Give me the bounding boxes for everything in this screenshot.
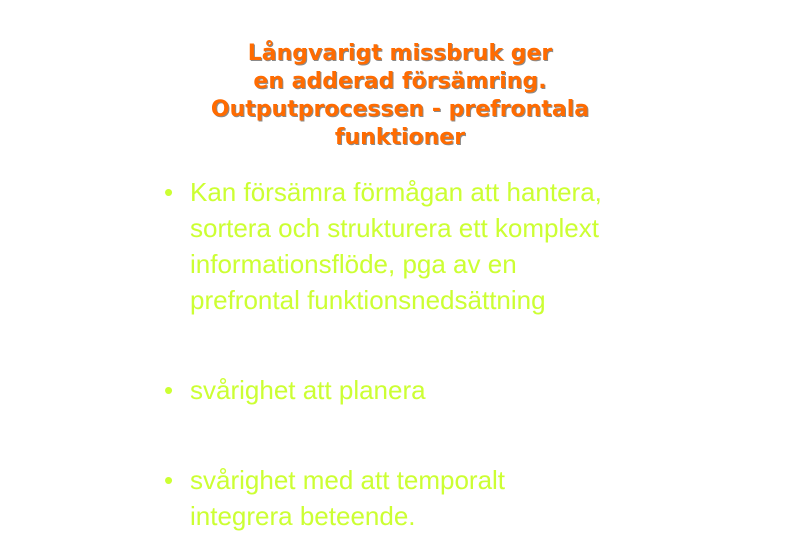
bullet-text xyxy=(190,372,784,408)
title-line: Outputprocessen - prefrontala xyxy=(210,97,590,122)
slide-title xyxy=(150,40,650,152)
bullet-line: integrera beteende. xyxy=(190,501,416,531)
bullet-list xyxy=(164,174,784,534)
bullet-text xyxy=(190,462,784,534)
bullet-line: prefrontal funktionsnedsättning xyxy=(190,285,546,315)
bullet-icon: • xyxy=(164,177,174,207)
bullet-icon: • xyxy=(164,465,174,495)
bullet-item xyxy=(164,462,784,534)
bullet-line: Kan försämra förmågan att hantera, xyxy=(190,177,602,207)
bullet-icon: • xyxy=(164,375,174,405)
bullet-text xyxy=(190,174,784,318)
bullet-line: informationsflöde, pga av en xyxy=(190,249,517,279)
bullet-line: svårighet med att temporalt xyxy=(190,465,506,495)
bullet-line: sortera och strukturera ett komplext xyxy=(190,213,599,243)
bullet-line: svårighet att planera xyxy=(190,375,426,405)
bullet-item xyxy=(164,372,784,408)
title-line: Långvarigt missbruk ger xyxy=(247,41,553,66)
title-line: en adderad försämring. xyxy=(253,69,547,94)
title-line: funktioner xyxy=(334,125,466,150)
bullet-item xyxy=(164,174,784,318)
